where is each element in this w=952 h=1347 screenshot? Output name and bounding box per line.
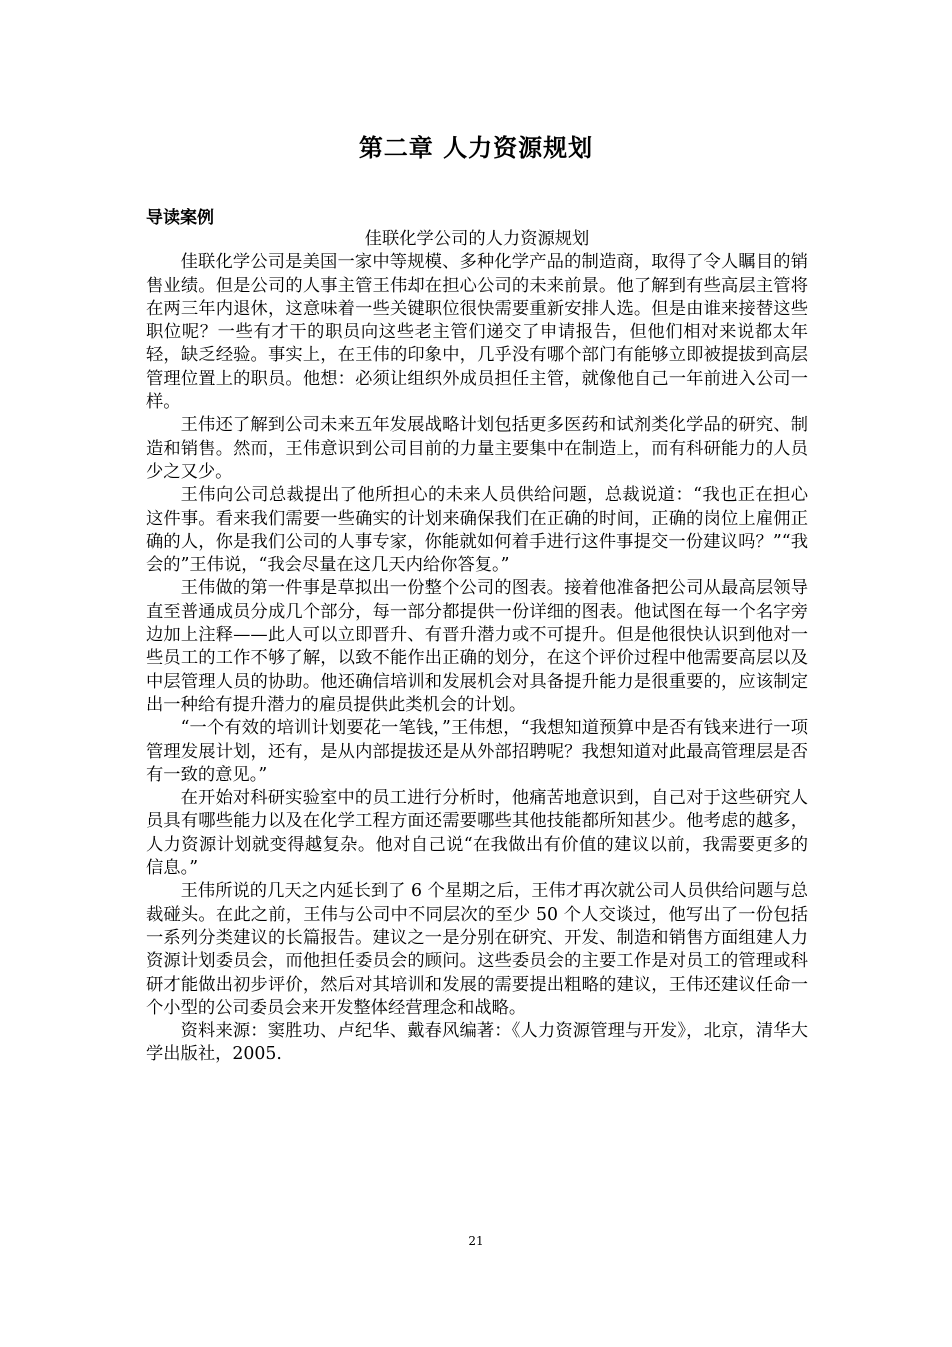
paragraph: 佳联化学公司是美国一家中等规模、多种化学产品的制造商，取得了令人瞩目的销售业绩。但是公司的人事主管王伟却在担心公司的未来前景。他了解到有些高层主管将在两三年内退休，这意味着一些关键职位很快需要重新安排人选。但是由谁来接替这些职位呢？一些有才干的职员向这些老主管们递交了申请报告，但他们相对来说都太年轻，缺乏经验。事实上，在王伟的印象中，几乎没有哪个部门有能够立即被提拔到高层管理位置上的职员。他想：必须让组织外成员担任主管，就像他自己一年前进入公司一样。	[146, 252, 808, 413]
paragraph: 王伟还了解到公司未来五年发展战略计划包括更多医药和试剂类化学品的研究、制造和销售。然而，王伟意识到公司目前的力量主要集中在制造上，而有科研能力的人员少之又少。	[146, 415, 808, 482]
section-heading: 导读案例	[146, 208, 214, 228]
case-title: 佳联化学公司的人力资源规划	[364, 229, 590, 249]
paragraph: 王伟所说的几天之内延长到了 6 个星期之后，王伟才再次就公司人员供给问题与总裁碰头。在此之前，王伟与公司中不同层次的至少 50 个人交谈过，他写出了一份包括一系列分类建议的长篇报告。建议之一是分别在研究、开发、制造和销售方面组建人力资源计划委员会，而他担任委员会的顾问。这些委员会的主要工作是对员工的管理或科研才能做出初步评价，然后对其培训和发展的需要提出粗略的建议，王伟还建议任命一个小型的公司委员会来开发整体经营理念和战略。	[146, 881, 808, 1018]
paragraph: “一个有效的培训计划要花一笔钱，”王伟想，“我想知道预算中是否有钱来进行一项管理发展计划，还有，是从内部提拔还是从外部招聘呢？我想知道对此最高管理层是否有一致的意见。”	[146, 718, 808, 785]
paragraph: 王伟向公司总裁提出了他所担心的未来人员供给问题，总裁说道：“我也正在担心这件事。看来我们需要一些确实的计划来确保我们在正确的时间，正确的岗位上雇佣正确的人，你是我们公司的人事专家，你能就如何着手进行这件事提交一份建议吗？”“我会的”王伟说，“我会尽量在这几天内给你答复。”	[146, 485, 808, 576]
page-number: 21	[468, 1234, 484, 1248]
chapter-title: 第二章 人力资源规划	[358, 134, 594, 162]
paragraph: 王伟做的第一件事是草拟出一份整个公司的图表。接着他准备把公司从最高层领导直至普通成员分成几个部分，每一部分都提供一份详细的图表。他试图在每一个名字旁边加上注释——此人可以立即晋升、有晋升潜力或不可提升。但是他很快认识到他对一些员工的工作不够了解，以致不能作出正确的划分，在这个评价过程中他需要高层以及中层管理人员的协助。他还确信培训和发展机会对具备提升能力是很重要的，应该制定出一种给有提升潜力的雇员提供此类机会的计划。	[146, 578, 808, 715]
paragraph: 在开始对科研实验室中的员工进行分析时，他痛苦地意识到，自己对于这些研究人员具有哪些能力以及在化学工程方面还需要哪些其他技能都所知甚少。他考虑的越多，人力资源计划就变得越复杂。他对自己说“在我做出有价值的建议以前，我需要更多的信息。”	[146, 788, 808, 879]
case-body	[146, 228, 808, 1067]
source-citation: 资料来源：窦胜功、卢纪华、戴春风编著：《人力资源管理与开发》，北京，清华大学出版社，2005.	[146, 1021, 808, 1065]
